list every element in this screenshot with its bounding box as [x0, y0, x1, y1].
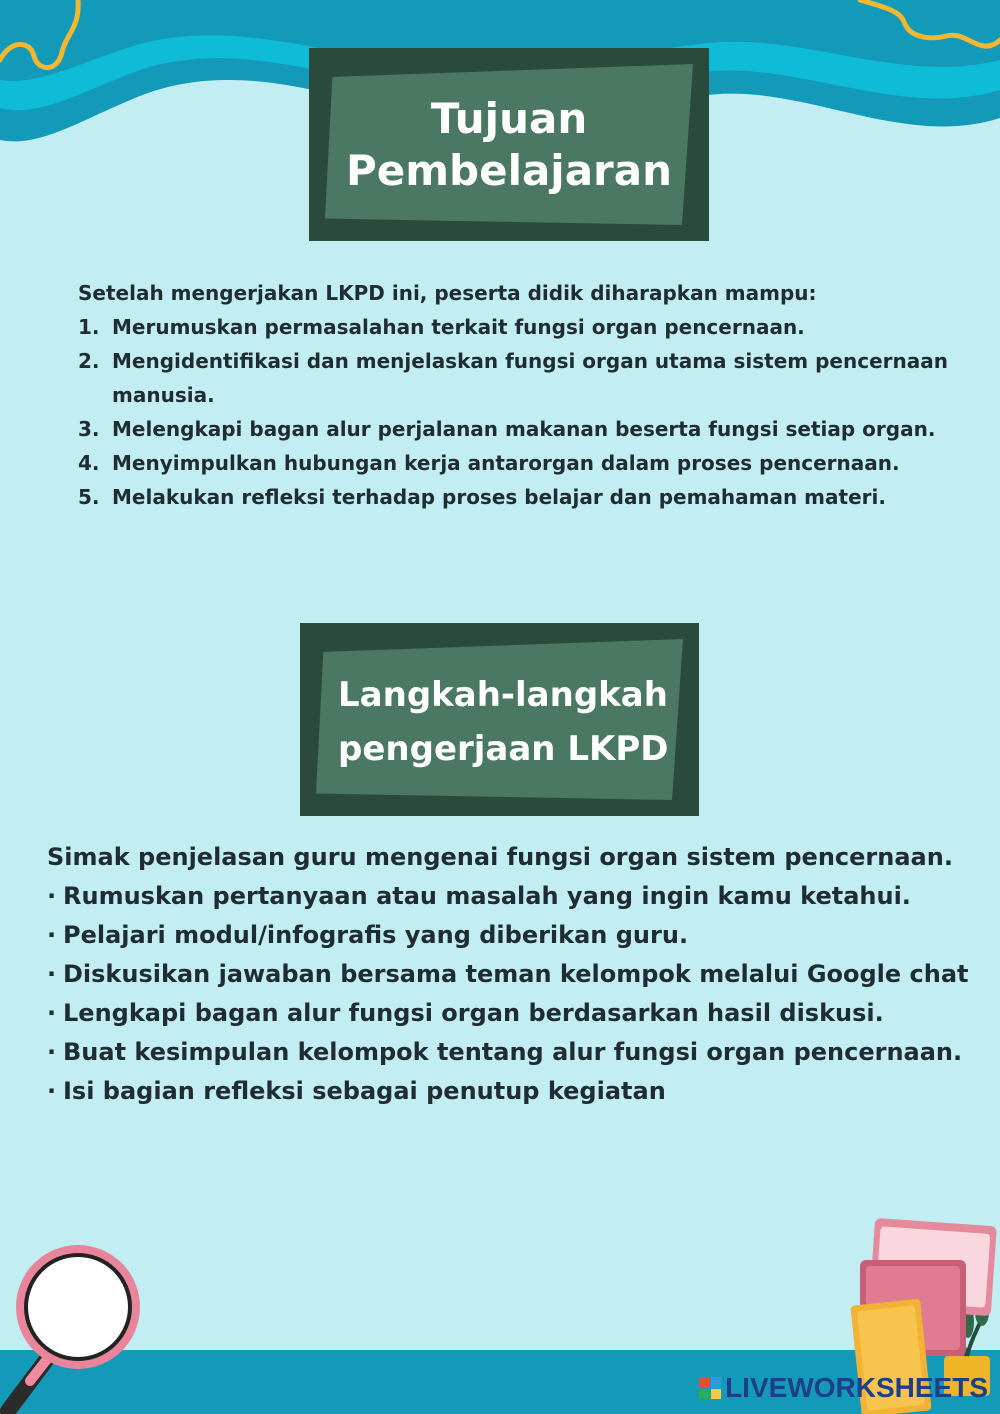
section-title — [300, 623, 699, 816]
bullet: · — [47, 921, 57, 949]
bullet: · — [47, 1077, 57, 1105]
liveworksheets-logo-icon — [699, 1377, 721, 1399]
liveworksheets-watermark — [699, 1372, 988, 1404]
goal-text: Melengkapi bagan alur perjalanan makanan beserta fungsi setiap organ. — [112, 417, 936, 441]
title-board-langkah — [300, 623, 699, 816]
goal-item — [78, 480, 978, 514]
step-item — [47, 1072, 977, 1111]
step-item — [47, 877, 977, 916]
step-text: Pelajari modul/infografis yang diberikan guru. — [63, 921, 689, 949]
step-text: Buat kesimpulan kelompok tentang alur fungsi organ pencernaan. — [63, 1038, 963, 1066]
goal-number: 3. — [78, 417, 100, 441]
goal-number: 2. — [78, 349, 100, 373]
goal-item — [78, 412, 978, 446]
goal-item — [78, 310, 978, 344]
bullet: · — [47, 960, 57, 988]
goal-text: Merumuskan permasalahan terkait fungsi organ pencernaan. — [112, 315, 805, 339]
title-line-2: Pembelajaran — [345, 145, 672, 195]
bullet: · — [47, 999, 57, 1027]
steps-list — [47, 877, 977, 1111]
steps-section — [47, 838, 977, 1111]
goals-intro: Setelah mengerjakan LKPD ini, peserta didik diharapkan mampu: — [78, 281, 817, 305]
magnifying-glass-icon — [0, 1235, 170, 1414]
step-text: Lengkapi bagan alur fungsi organ berdasarkan hasil diskusi. — [63, 999, 884, 1027]
section-title-line-2: pengerjaan LKPD — [338, 728, 669, 769]
step-text: Isi bagian refleksi sebagai penutup kegiatan — [63, 1077, 666, 1105]
goal-number: 5. — [78, 485, 100, 509]
bullet: · — [47, 1038, 57, 1066]
goal-item — [78, 344, 978, 412]
bullet: · — [47, 882, 57, 910]
title-board-tujuan — [309, 48, 709, 241]
watermark-text: LIVEWORKSHEETS — [725, 1372, 988, 1403]
goal-text: Mengidentifikasi dan menjelaskan fungsi organ utama sistem pencernaan manusia. — [112, 349, 948, 407]
steps-intro: Simak penjelasan guru mengenai fungsi organ sistem pencernaan. — [47, 843, 953, 871]
goal-number: 1. — [78, 315, 100, 339]
step-item — [47, 994, 977, 1033]
goal-text: Melakukan refleksi terhadap proses belajar dan pemahaman materi. — [112, 485, 886, 509]
goals-list — [78, 310, 978, 514]
step-text: Diskusikan jawaban bersama teman kelompok melalui Google chat — [63, 960, 969, 988]
goal-text: Menyimpulkan hubungan kerja antarorgan dalam proses pencernaan. — [112, 451, 900, 475]
goal-item — [78, 446, 978, 480]
step-item — [47, 1033, 977, 1072]
page-title — [309, 48, 709, 241]
step-text: Rumuskan pertanyaan atau masalah yang ingin kamu ketahui. — [63, 882, 911, 910]
title-line-1: Tujuan — [430, 93, 588, 143]
section-title-line-1: Langkah-langkah — [338, 674, 668, 715]
goal-number: 4. — [78, 451, 100, 475]
step-item — [47, 955, 977, 994]
step-item — [47, 916, 977, 955]
learning-goals-section — [78, 276, 978, 514]
